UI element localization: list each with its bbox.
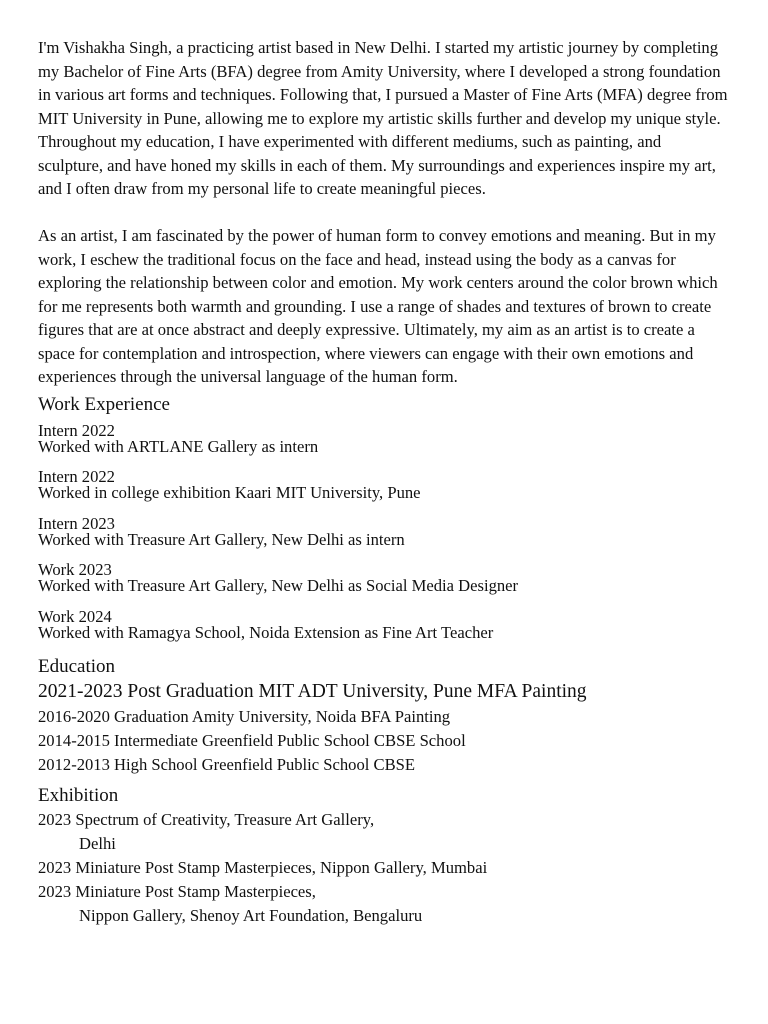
work-item	[38, 513, 730, 549]
bio-section	[38, 36, 730, 389]
education-entry: 2012-2013 High School Greenfield Public School CBSE	[38, 755, 416, 774]
bio-paragraph: As an artist, I am fascinated by the power of human form to convey emotions and meaning. But in my work, I eschew the traditional focus on the face and head, instead using the body as a canvas for exploring the relationship between color and emotion. My work centers around the color brown which for me represents both warmth and grounding. I use a range of shades and textures of brown to create figures that are at once abstract and deeply expressive. Ultimately, my aim as an artist is to create a space for contemplation and introspection, where viewers can engage with their own emotions and experiences through the universal language of the human form.	[38, 226, 718, 386]
exhibition-list	[38, 808, 730, 928]
work-item-detail: Worked with Treasure Art Gallery, New Delhi as Social Media Designer	[38, 576, 519, 595]
work-item-heading: Work 2023	[38, 560, 112, 579]
work-item	[38, 420, 730, 456]
work-item-heading: Intern 2022	[38, 467, 115, 486]
education-heading: Education	[38, 656, 116, 677]
exhibition-line-continued: Nippon Gallery, Shenoy Art Foundation, Bengaluru	[79, 906, 423, 925]
exhibition-item	[38, 856, 730, 880]
resume-page	[38, 36, 730, 928]
exhibition-line: 2023 Miniature Post Stamp Masterpieces,	[38, 882, 316, 901]
work-item-detail: Worked with Ramagya School, Noida Extension as Fine Art Teacher	[38, 622, 494, 642]
exhibition-item	[38, 808, 730, 856]
education-entry: 2016-2020 Graduation Amity University, Noida BFA Painting	[38, 707, 451, 726]
work-item	[38, 606, 730, 642]
exhibition-item	[38, 880, 730, 928]
work-item-detail: Worked in college exhibition Kaari MIT University, Pune	[38, 483, 421, 502]
work-experience-list	[38, 420, 730, 642]
exhibition-heading: Exhibition	[38, 785, 119, 806]
exhibition-line: 2023 Spectrum of Creativity, Treasure Art Gallery,	[38, 810, 375, 829]
bio-paragraph: I'm Vishakha Singh, a practicing artist based in New Delhi. I started my artistic journey by completing my Bachelor of Fine Arts (BFA) degree from Amity University, where I developed a strong foundation in various art forms and techniques. Following that, I pursued a Master of Fine Arts (MFA) degree from MIT University in Pune, allowing me to explore my artistic skills further and develop my unique style. Throughout my education, I have experimented with different mediums, such as painting, and sculpture, and have honed my skills in each of them. My surroundings and experiences inspire my art, and I often draw from my personal life to create meaningful pieces.	[38, 38, 728, 198]
work-item-heading: Intern 2022	[38, 420, 115, 440]
work-item	[38, 469, 730, 501]
exhibition-line-continued: Delhi	[79, 834, 116, 853]
work-item	[38, 562, 730, 594]
education-main-entry: 2021-2023 Post Graduation MIT ADT University, Pune MFA Painting	[38, 681, 587, 702]
education-entry: 2014-2015 Intermediate Greenfield Public School CBSE School	[38, 731, 466, 750]
work-item-heading: Work 2024	[38, 606, 112, 626]
work-item-heading: Intern 2023	[38, 513, 115, 533]
exhibition-line: 2023 Miniature Post Stamp Masterpieces, Nippon Gallery, Mumbai	[38, 858, 488, 877]
work-item-detail: Worked with ARTLANE Gallery as intern	[38, 436, 319, 456]
work-experience-heading: Work Experience	[38, 393, 170, 415]
work-item-detail: Worked with Treasure Art Gallery, New Delhi as intern	[38, 529, 405, 549]
